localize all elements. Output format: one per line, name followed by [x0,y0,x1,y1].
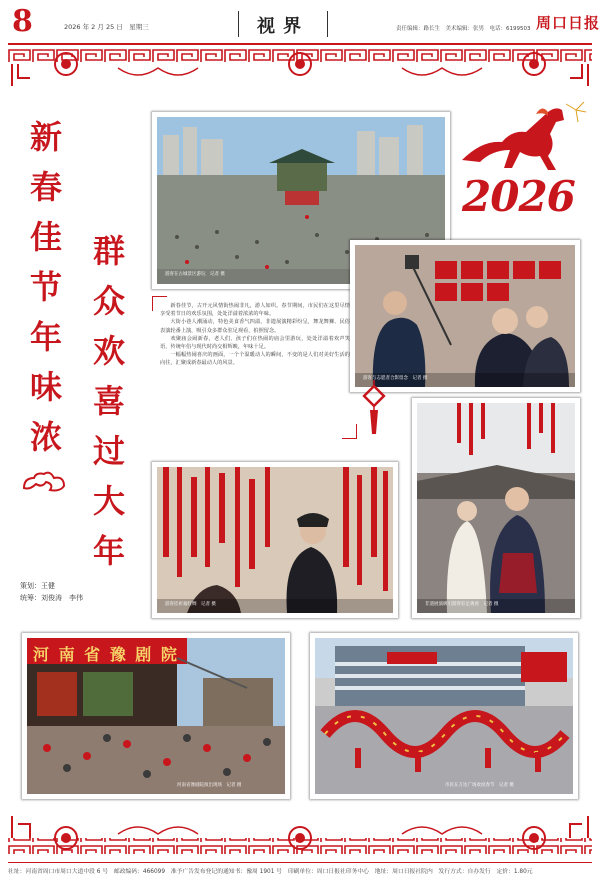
photo-caption: 游客与志愿者合影留念 记者 摄 [363,376,428,381]
text-bracket-bottom [342,424,357,439]
stage-banner: 河 南 省 豫 剧 院 [33,645,179,664]
headline-main: 新春佳节年味浓 [29,118,62,456]
header-rule [8,43,592,45]
photo-selfie-volunteers [350,240,580,392]
page-number: 8 [12,4,33,39]
photo-caption: 非遗展演吸引游客驻足观看 记者 摄 [425,602,499,607]
photo-caption: 市民在万达广场欢度春节 记者 摄 [445,783,514,788]
credit-photographers: 统筹：刘俊涛 李伟 [20,594,83,602]
photo-folk-performer [412,398,580,618]
top-ornament-border [8,48,592,90]
article-paragraph: 欢聚庙会闹新春，老人们、孩子们在热闹的庙会里游玩，处处洋溢着欢声笑语，传统年俗与现代时尚交相辉映，年味十足。 [160,335,350,351]
article-paragraph: 新春佳节，古开元风情街热闹非凡，游人如织。春节期间，市民们在这里尽情享受着节日的欢乐氛围，处处洋溢着浓浓的年味。 [160,303,350,318]
imprint-footer: 社址：河南省周口市周口大道中段 6 号 邮政编码：466099 准予广告发布登记的通知书：豫周 1901 号 印刷单位：周口日报社印务中心 地址：周口日报社院内 发行方式：自办发行 定价：1.80元 [8,869,533,875]
footer-rule [8,862,592,863]
photo-caption: 河南省豫剧院演出现场 记者 摄 [177,783,242,788]
photo-plaza-ribbon-dance [310,633,578,799]
article-paragraph: 一幅幅热闹喜庆的画面，一个个温暖动人的瞬间，不变的是人们对美好生活的向往，汇聚成新春最动人的风景。 [160,352,350,367]
paper-logo: 周口日报 [536,14,600,32]
credit-planner: 策划：王健 [20,582,55,590]
red-horse-icon [452,100,588,176]
bottom-ornament-border [8,812,592,854]
article-paragraph: 大街小巷人潮涌动，特色美食香气四溢，非遗展演精彩纷呈，舞龙舞狮、民俗表演轮番上演，吸引众多群众驻足观看，拍照留念。 [160,319,350,334]
article-body [160,302,350,368]
chinese-knot-icon [362,380,386,436]
credits [20,580,83,604]
auspicious-cloud-icon [20,470,70,496]
editors-line: 责任编辑：路长生 美术编辑：张男 电话：6199503 [396,26,531,32]
year-2026-art: 2026 [462,172,575,221]
photo-red-ribbons [152,462,398,618]
photo-caption: 游客在古城景区游玩 记者 摄 [165,272,225,277]
photo-opera-stage [22,633,290,799]
headline-sub: 群众欢喜过大年 [92,232,125,570]
photo-caption: 游客挂祈福红绸 记者 摄 [165,602,216,607]
section-title: 视界 [257,16,309,37]
date-line: 2026 年 2 月 25 日 星期三 [64,23,149,31]
